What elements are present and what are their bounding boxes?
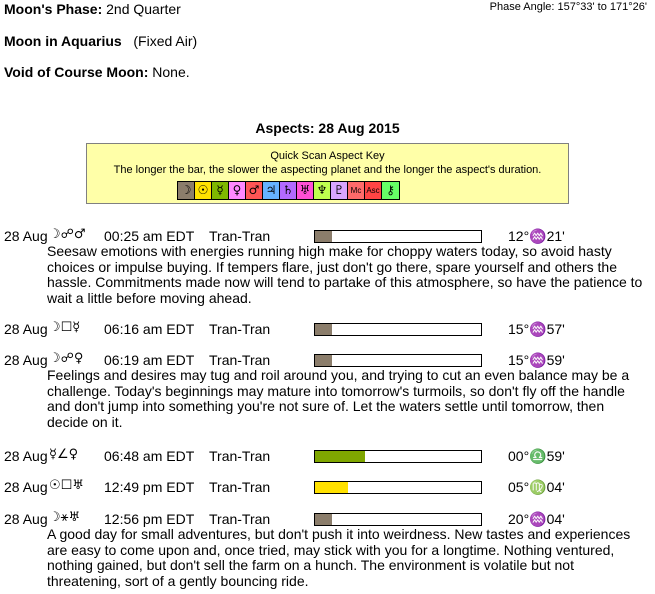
aspect-glyphs: ☿∠♀ bbox=[49, 447, 79, 462]
aspect-date: 28 Aug bbox=[4, 511, 48, 527]
aspect-date: 28 Aug bbox=[4, 352, 48, 368]
duration-bar bbox=[314, 323, 482, 336]
swatch-0-icon: ☽ bbox=[178, 182, 195, 199]
aspect-date: 28 Aug bbox=[4, 228, 48, 244]
aspect-position: 05°♍04' bbox=[508, 479, 565, 495]
swatch-5-icon: ♃ bbox=[263, 182, 280, 199]
swatch-4-icon: ♂ bbox=[246, 182, 263, 199]
aspect-key-title: Quick Scan Aspect Key bbox=[270, 150, 385, 162]
duration-bar-fill bbox=[315, 231, 332, 242]
aspect-date: 28 Aug bbox=[4, 479, 48, 495]
aspect-time: 06:48 am EDT bbox=[104, 448, 195, 464]
moon-phase-value: 2nd Quarter bbox=[106, 1, 181, 17]
duration-bar bbox=[314, 450, 482, 463]
duration-bar-fill bbox=[315, 324, 332, 335]
duration-bar bbox=[314, 230, 482, 243]
aspect-glyphs: ☉☐♅ bbox=[49, 478, 84, 493]
aspect-time: 12:56 pm EDT bbox=[104, 511, 195, 527]
aspect-type: Tran-Tran bbox=[209, 228, 271, 244]
aspect-position: 12°♒21' bbox=[508, 228, 565, 244]
aspect-time: 06:16 am EDT bbox=[104, 321, 195, 337]
moon-sign-detail: (Fixed Air) bbox=[133, 33, 198, 49]
swatch-6-icon: ♄ bbox=[280, 182, 297, 199]
phase-angle: Phase Angle: 157°33' to 171°26' bbox=[489, 1, 647, 13]
aspects-title: Aspects: 28 Aug 2015 bbox=[255, 120, 400, 136]
duration-bar bbox=[314, 513, 482, 526]
aspect-key-subtitle: The longer the bar, the slower the aspecting planet and the longer the aspect's duration. bbox=[113, 164, 542, 176]
aspect-description: Feelings and desires may tug and roil around you, and trying to cut an even balance may be a challenge. Today's beginnings may mature into tomorrow's turmoils, so don't fly off the handle and don't jump into something you're not sure of. Let the waters settle until tomorrow, then decide on it. bbox=[47, 367, 630, 430]
aspect-time: 06:19 am EDT bbox=[104, 352, 195, 368]
swatch-7-icon: ♅ bbox=[297, 182, 314, 199]
moon-sign bbox=[4, 33, 197, 49]
duration-bar-fill bbox=[315, 451, 365, 462]
void-label: Void of Course Moon: bbox=[4, 64, 149, 80]
void-value: None. bbox=[152, 64, 190, 80]
swatch-11-icon: Asc bbox=[365, 182, 382, 199]
swatch-10-icon: Mc bbox=[348, 182, 365, 199]
moon-sign-label: Moon in Aquarius bbox=[4, 33, 122, 49]
duration-bar-fill bbox=[315, 482, 348, 493]
aspect-type: Tran-Tran bbox=[209, 352, 271, 368]
aspect-type: Tran-Tran bbox=[209, 511, 271, 527]
swatch-1-icon: ☉ bbox=[195, 182, 212, 199]
aspect-description: A good day for small adventures, but don't push it into weirdness. New tastes and experiences are easy to come upon and, once tried, may stick with you for a longtime. Nothing ventured, nothing gained, but don't sell the farm on a hunch. The environment is volatile but not threatening, sort of a gently bouncing ride. bbox=[47, 526, 631, 589]
void-of-course bbox=[4, 64, 190, 80]
swatch-9-icon: ♇ bbox=[331, 182, 348, 199]
swatch-3-icon: ♀ bbox=[229, 182, 246, 199]
duration-bar bbox=[314, 354, 482, 367]
aspect-date: 28 Aug bbox=[4, 448, 48, 464]
aspect-glyphs: ☽☐☿ bbox=[49, 320, 81, 335]
swatch-8-icon: ♆ bbox=[314, 182, 331, 199]
duration-bar bbox=[314, 481, 482, 494]
duration-bar-fill bbox=[315, 514, 332, 525]
aspect-type: Tran-Tran bbox=[209, 448, 271, 464]
aspect-glyphs: ☽☍♀ bbox=[49, 351, 84, 366]
aspect-time: 00:25 am EDT bbox=[104, 228, 195, 244]
aspect-time: 12:49 pm EDT bbox=[104, 479, 195, 495]
moon-phase-label: Moon's Phase: bbox=[4, 1, 103, 17]
aspect-key-box bbox=[86, 143, 569, 204]
swatch-2-icon: ☿ bbox=[212, 182, 229, 199]
aspect-position: 15°♒59' bbox=[508, 352, 565, 368]
aspect-type: Tran-Tran bbox=[209, 479, 271, 495]
swatch-12-icon: ⚷ bbox=[382, 182, 399, 199]
aspect-description: Seesaw emotions with energies running high make for choppy waters today, so avoid hasty choices or impulse buying. If tempers flare, just don't go there, spare yourself and others the hassle. Commitments made now will tend to partake of this atmosphere, so have the patience to wait a little before moving ahead. bbox=[47, 243, 643, 306]
aspect-position: 15°♒57' bbox=[508, 321, 565, 337]
aspect-date: 28 Aug bbox=[4, 321, 48, 337]
duration-bar-fill bbox=[315, 355, 332, 366]
aspect-position: 00°♎59' bbox=[508, 448, 565, 464]
moon-phase bbox=[4, 1, 181, 17]
aspect-glyphs: ☽☍♂ bbox=[49, 227, 86, 242]
aspect-glyphs: ☽⚹♅ bbox=[49, 510, 81, 525]
aspect-type: Tran-Tran bbox=[209, 321, 271, 337]
aspect-position: 20°♒04' bbox=[508, 511, 565, 527]
planet-swatches bbox=[177, 181, 400, 200]
